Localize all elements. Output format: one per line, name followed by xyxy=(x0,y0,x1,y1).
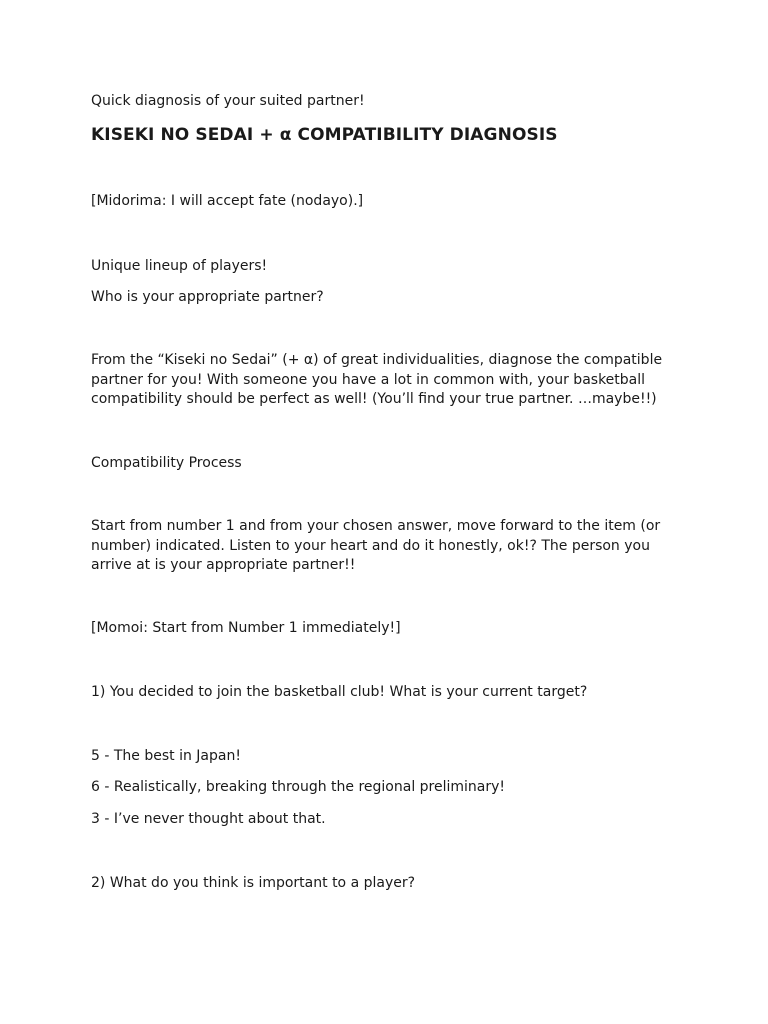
intro-line: partner for you! With someone you have a lot in common with, your basketball xyxy=(91,371,646,388)
answer-option: 5 - The best in Japan! xyxy=(91,748,241,764)
process-heading: Compatibility Process xyxy=(91,455,242,471)
question-2: 2) What do you think is important to a player? xyxy=(91,875,416,891)
process-line: number) indicated. Listen to your heart and do it honestly, ok!? The person you xyxy=(91,537,650,554)
document-subtitle: Quick diagnosis of your suited partner! xyxy=(91,93,365,109)
process-line: arrive at is your appropriate partner!! xyxy=(91,557,356,573)
tagline-lineup: Unique lineup of players! xyxy=(91,258,268,274)
answer-option: 3 - I’ve never thought about that. xyxy=(91,811,326,827)
document-title: KISEKI NO SEDAI + α COMPATIBILITY DIAGNOSIS xyxy=(91,125,558,145)
momoi-quote: [Momoi: Start from Number 1 immediately!] xyxy=(91,620,401,636)
intro-paragraph xyxy=(91,351,691,410)
midorima-quote: [Midorima: I will accept fate (nodayo).] xyxy=(91,193,364,209)
process-line: Start from number 1 and from your chosen answer, move forward to the item (or xyxy=(91,518,661,534)
intro-line: From the “Kiseki no Sedai” (+ α) of great individualities, diagnose the compatible xyxy=(91,352,663,368)
process-paragraph xyxy=(91,517,691,576)
question-1: 1) You decided to join the basketball club! What is your current target? xyxy=(91,684,588,700)
tagline-partner-question: Who is your appropriate partner? xyxy=(91,289,324,305)
intro-line: compatibility should be perfect as well! (You’ll find your true partner. …maybe!!) xyxy=(91,391,657,407)
answer-option: 6 - Realistically, breaking through the regional preliminary! xyxy=(91,779,506,795)
